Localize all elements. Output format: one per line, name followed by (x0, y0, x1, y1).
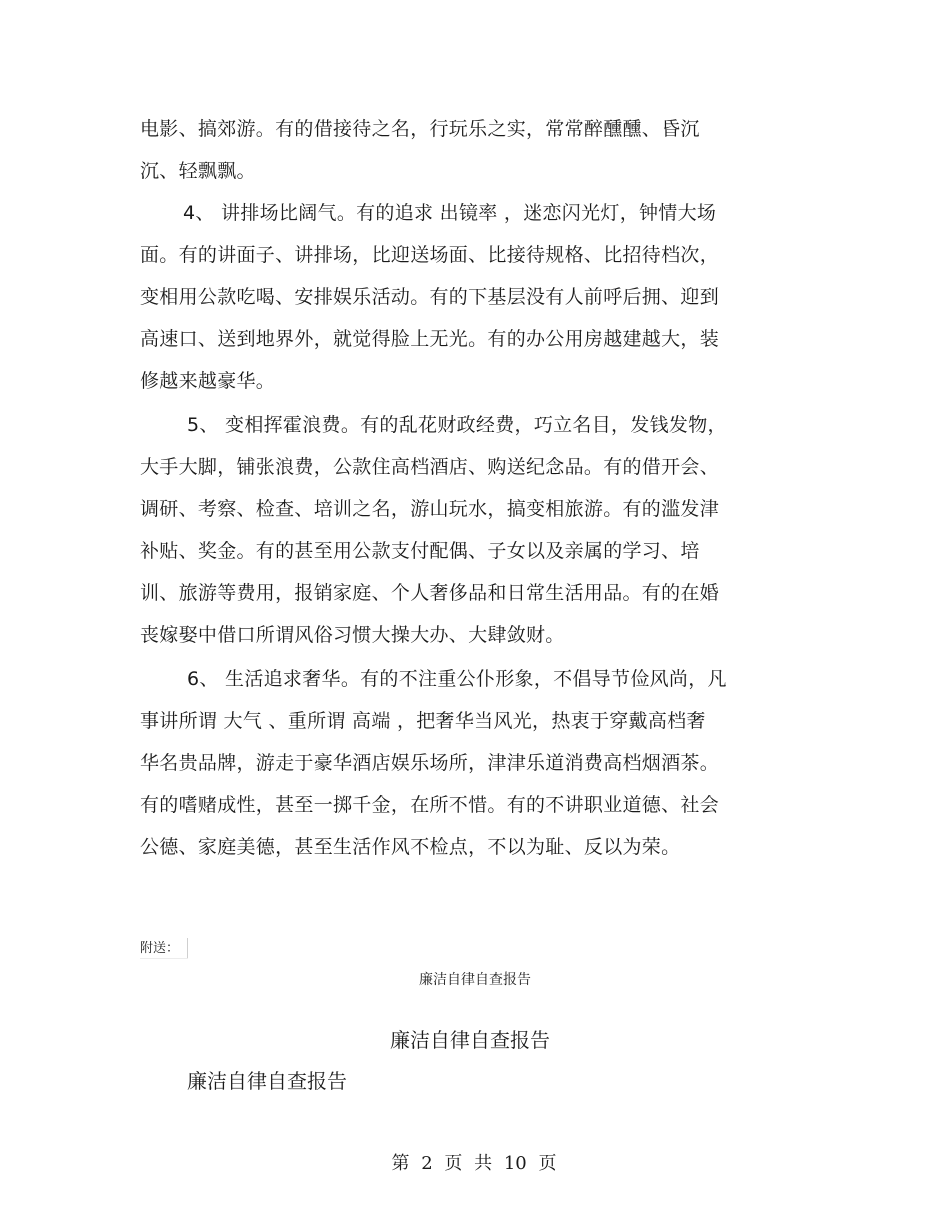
body-line-16: 华名贵品牌，游走于豪华酒店娱乐场所，津津乐道消费高档烟酒茶。 (140, 752, 720, 774)
body-line-1: 电影、搞郊游。有的借接待之名，行玩乐之实，常常醉醺醺、昏沉 (140, 118, 700, 140)
body-line-11: 补贴、奖金。有的甚至用公款支付配偶、子女以及亲属的学习、培 (140, 540, 700, 562)
report-subtitle: 廉洁自律自查报告 (187, 1069, 347, 1093)
body-line-13: 丧嫁娶中借口所谓风俗习惯大操大办、大肆敛财。 (140, 624, 565, 646)
body-line-2: 沉、轻飘飘。 (140, 160, 256, 182)
body-line-18: 公德、家庭美德，甚至生活作风不检点，不以为耻、反以为荣。 (140, 836, 681, 858)
body-line-8: 5、 变相挥霍浪费。有的乱花财政经费，巧立名目，发钱发物， (187, 414, 727, 436)
body-line-5: 变相用公款吃喝、安排娱乐活动。有的下基层没有人前呼后拥、迎到 (140, 286, 720, 308)
body-line-4: 面。有的讲面子、讲排场，比迎送场面、比接待规格、比招待档次， (140, 244, 720, 266)
body-line-10: 调研、考察、检查、培训之名，游山玩水，搞变相旅游。有的滥发津 (140, 498, 720, 520)
body-line-9: 大手大脚，铺张浪费，公款住高档酒店、购送纪念品。有的借开会、 (140, 456, 720, 478)
small-header: 廉洁自律自查报告 (419, 972, 531, 988)
body-line-7: 修越来越豪华。 (140, 370, 276, 392)
appendix-underline (140, 958, 188, 959)
body-line-6: 高速口、送到地界外，就觉得脸上无光。有的办公用房越建越大，装 (140, 328, 720, 350)
report-title: 廉洁自律自查报告 (390, 1028, 550, 1052)
body-line-17: 有的嗜赌成性，甚至一掷千金，在所不惜。有的不讲职业道德、社会 (140, 794, 720, 816)
body-line-3: 4、 讲排场比阔气。有的追求 出镜率 ，迷恋闪光灯，钟情大场 (183, 202, 717, 224)
appendix-label: 附送： (140, 941, 180, 956)
page-footer: 第 2 页 共 10 页 (391, 1153, 557, 1174)
appendix-divider (187, 938, 188, 958)
body-line-15: 事讲所谓 大气 、重所谓 高端 ，把奢华当风光，热衷于穿戴高档奢 (140, 710, 706, 732)
body-line-14: 6、 生活追求奢华。有的不注重公仆形象，不倡导节俭风尚，凡 (187, 668, 727, 690)
body-line-12: 训、旅游等费用，报销家庭、个人奢侈品和日常生活用品。有的在婚 (140, 582, 720, 604)
